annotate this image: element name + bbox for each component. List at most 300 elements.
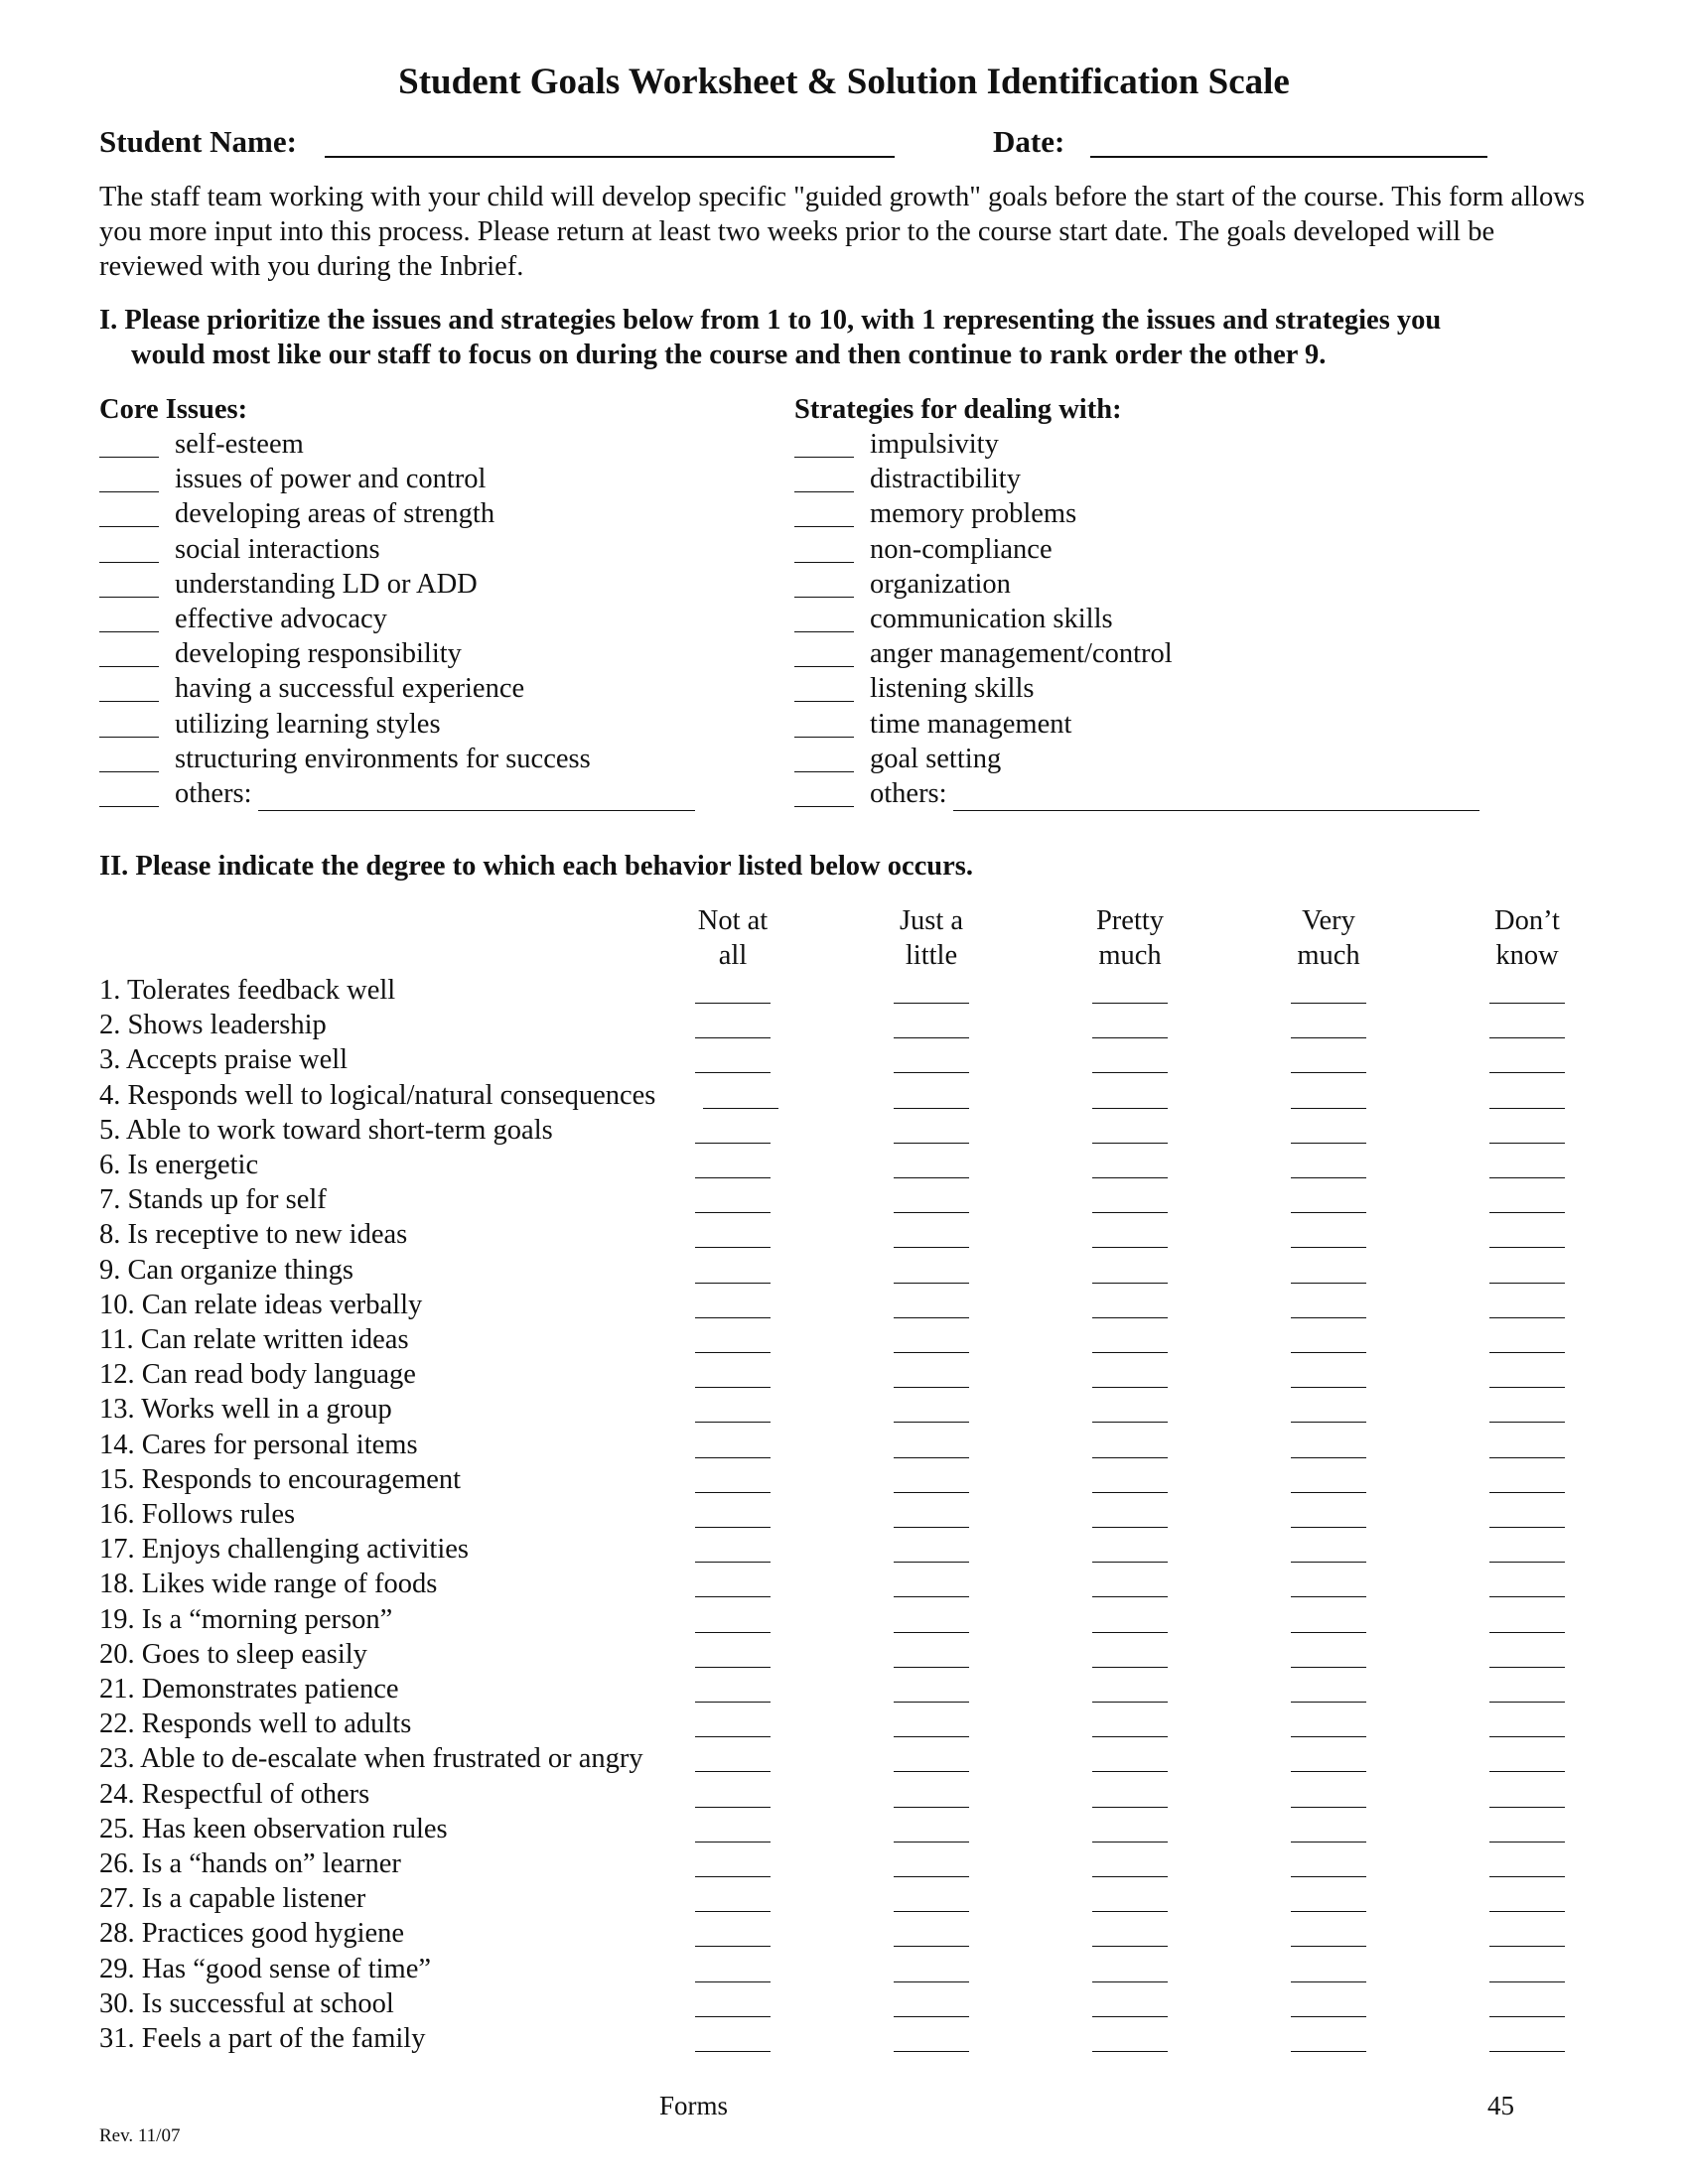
- behavior-label: 8. Is receptive to new ideas: [99, 1219, 408, 1251]
- student-name-label: Student Name:: [99, 124, 297, 159]
- behavior-row: [99, 1008, 1609, 1042]
- rating-blank-3[interactable]: [1092, 1667, 1168, 1668]
- core-issue-rank-input[interactable]: [99, 597, 159, 598]
- rating-blank-4[interactable]: [1291, 1283, 1366, 1284]
- rating-blank-5[interactable]: [1489, 2051, 1565, 2052]
- strategy-label: communication skills: [870, 604, 1113, 634]
- student-name-field[interactable]: [325, 156, 895, 158]
- behavior-label: 4. Responds well to logical/natural consequences: [99, 1079, 656, 1111]
- rating-blank-2[interactable]: [894, 1457, 969, 1458]
- rating-blank-4[interactable]: [1291, 1212, 1366, 1213]
- core-issue-rank-input[interactable]: [99, 526, 159, 527]
- behavior-label: 17. Enjoys challenging activities: [99, 1534, 470, 1566]
- rating-blank-5[interactable]: [1489, 1807, 1565, 1808]
- rating-blank-4[interactable]: [1291, 1422, 1366, 1423]
- behavior-row: [99, 1567, 1609, 1601]
- core-issue-row: [99, 742, 774, 776]
- behavior-row: [99, 1148, 1609, 1182]
- strategy-row: [794, 636, 1470, 671]
- rating-blank-1[interactable]: [695, 1283, 771, 1284]
- rating-blank-1[interactable]: [695, 1457, 771, 1458]
- rating-blank-2[interactable]: [894, 1247, 969, 1248]
- rating-blank-4[interactable]: [1291, 1876, 1366, 1877]
- rating-blank-5[interactable]: [1489, 1596, 1565, 1597]
- rating-blank-1[interactable]: [695, 1632, 771, 1633]
- rating-blank-3[interactable]: [1092, 1177, 1168, 1178]
- rating-blank-2[interactable]: [894, 1771, 969, 1772]
- behavior-label: 14. Cares for personal items: [99, 1429, 418, 1460]
- rating-blank-2[interactable]: [894, 2051, 969, 2052]
- rating-blank-4[interactable]: [1291, 1911, 1366, 1912]
- rating-blank-5[interactable]: [1489, 2016, 1565, 2017]
- rating-blank-1[interactable]: [695, 1562, 771, 1563]
- rating-blank-4[interactable]: [1291, 1771, 1366, 1772]
- rating-blank-5[interactable]: [1489, 1212, 1565, 1213]
- section-1-heading: [99, 303, 1609, 372]
- behavior-label: 7. Stands up for self: [99, 1184, 327, 1216]
- rating-blank-4[interactable]: [1291, 1946, 1366, 1947]
- core-issue-row: [99, 671, 774, 706]
- rating-blank-2[interactable]: [894, 1283, 969, 1284]
- strategy-label: memory problems: [870, 498, 1077, 530]
- rating-blank-2[interactable]: [894, 1876, 969, 1877]
- rating-blank-3[interactable]: [1092, 1981, 1168, 1982]
- rating-blank-1[interactable]: [695, 1247, 771, 1248]
- behavior-row: [99, 1532, 1609, 1567]
- strategy-row: [794, 742, 1470, 776]
- rating-blank-1[interactable]: [695, 1527, 771, 1528]
- rating-blank-4[interactable]: [1291, 1981, 1366, 1982]
- behavior-label: 1. Tolerates feedback well: [99, 975, 396, 1006]
- rating-blank-3[interactable]: [1092, 1212, 1168, 1213]
- rating-blank-3[interactable]: [1092, 1108, 1168, 1109]
- rating-blank-5[interactable]: [1489, 1177, 1565, 1178]
- rating-blank-1[interactable]: [695, 1177, 771, 1178]
- strategy-others-row: [794, 776, 1489, 811]
- behavior-row: [99, 1253, 1609, 1288]
- rating-blank-5[interactable]: [1489, 1317, 1565, 1318]
- rating-blank-3[interactable]: [1092, 1143, 1168, 1144]
- rating-blank-4[interactable]: [1291, 1072, 1366, 1073]
- core-issue-others-field[interactable]: [258, 782, 695, 811]
- rating-blank-5[interactable]: [1489, 1562, 1565, 1563]
- rating-blank-5[interactable]: [1489, 1072, 1565, 1073]
- rating-blank-3[interactable]: [1092, 1422, 1168, 1423]
- strategy-rank-input[interactable]: [794, 457, 854, 458]
- scale-header-line-1: Don’t: [1494, 905, 1560, 936]
- behavior-label: 16. Follows rules: [99, 1499, 296, 1530]
- rating-blank-3[interactable]: [1092, 1842, 1168, 1843]
- scale-header-line-2: little: [905, 940, 958, 971]
- rating-blank-5[interactable]: [1489, 1527, 1565, 1528]
- behavior-label: 28. Practices good hygiene: [99, 1918, 405, 1950]
- rating-blank-4[interactable]: [1291, 1003, 1366, 1004]
- rating-blank-2[interactable]: [894, 1072, 969, 1073]
- rating-blank-5[interactable]: [1489, 1632, 1565, 1633]
- rating-blank-2[interactable]: [894, 1177, 969, 1178]
- behavior-label: 9. Can organize things: [99, 1254, 353, 1286]
- rating-blank-1[interactable]: [695, 1981, 771, 1982]
- rating-blank-1[interactable]: [695, 1387, 771, 1388]
- scale-header-3: [1060, 903, 1199, 973]
- behavior-row: [99, 1706, 1609, 1741]
- core-issue-others-rank-input[interactable]: [99, 806, 159, 807]
- strategy-others-rank-input[interactable]: [794, 806, 854, 807]
- rating-blank-3[interactable]: [1092, 1072, 1168, 1073]
- rating-blank-3[interactable]: [1092, 1457, 1168, 1458]
- footer-label: Forms: [659, 2091, 729, 2120]
- rating-blank-2[interactable]: [894, 1317, 969, 1318]
- core-issue-label: structuring environments for success: [175, 743, 591, 774]
- core-issue-label: self-esteem: [175, 429, 304, 460]
- behavior-label: 31. Feels a part of the family: [99, 2023, 426, 2054]
- strategy-rank-input[interactable]: [794, 737, 854, 738]
- rating-blank-3[interactable]: [1092, 1037, 1168, 1038]
- behavior-row: [99, 1497, 1609, 1532]
- behavior-row: [99, 1462, 1609, 1497]
- rating-blank-5[interactable]: [1489, 1457, 1565, 1458]
- rating-blank-2[interactable]: [894, 1527, 969, 1528]
- rating-blank-5[interactable]: [1489, 1667, 1565, 1668]
- strategy-others: [870, 776, 1479, 811]
- core-issue-row: [99, 567, 774, 602]
- behavior-label: 23. Able to de-escalate when frustrated or angry: [99, 1743, 643, 1775]
- core-issue-label: developing areas of strength: [175, 498, 495, 530]
- behavior-row: [99, 1078, 1609, 1113]
- core-issue-label: effective advocacy: [175, 604, 387, 634]
- scale-header-5: [1458, 903, 1597, 973]
- scale-header-line-1: Just a: [899, 905, 964, 936]
- page-number: 45: [1487, 2091, 1514, 2120]
- strategy-row: [794, 567, 1470, 602]
- scale-header-line-2: much: [1098, 940, 1162, 971]
- core-issue-rank-input[interactable]: [99, 631, 159, 632]
- behavior-label: 25. Has keen observation rules: [99, 1813, 448, 1844]
- page-title: Student Goals Worksheet & Solution Identification Scale: [398, 62, 1290, 102]
- core-issue-others: [175, 776, 695, 811]
- scale-header-line-1: Pretty: [1095, 905, 1165, 936]
- core-issue-row: [99, 462, 774, 496]
- strategy-row: [794, 462, 1470, 496]
- rating-blank-2[interactable]: [894, 1736, 969, 1737]
- behavior-label: 21. Demonstrates patience: [99, 1674, 399, 1705]
- scale-header-line-1: Very: [1302, 905, 1355, 936]
- behavior-label: 11. Can relate written ideas: [99, 1324, 409, 1355]
- strategy-row: [794, 671, 1470, 706]
- core-issue-label: utilizing learning styles: [175, 708, 441, 740]
- strategy-rank-input[interactable]: [794, 771, 854, 772]
- rating-blank-2[interactable]: [894, 1911, 969, 1912]
- rating-blank-5[interactable]: [1489, 1842, 1565, 1843]
- behavior-row: [99, 1392, 1609, 1427]
- rating-blank-1[interactable]: [695, 1807, 771, 1808]
- behavior-label: 18. Likes wide range of foods: [99, 1569, 438, 1600]
- rating-blank-2[interactable]: [894, 1387, 969, 1388]
- rating-blank-3[interactable]: [1092, 1946, 1168, 1947]
- rating-blank-4[interactable]: [1291, 1702, 1366, 1703]
- rating-blank-1[interactable]: [695, 1911, 771, 1912]
- rating-blank-4[interactable]: [1291, 2051, 1366, 2052]
- rating-blank-3[interactable]: [1092, 1527, 1168, 1528]
- rating-blank-1[interactable]: [703, 1108, 778, 1109]
- scale-header-line-2: much: [1297, 940, 1360, 971]
- rating-blank-4[interactable]: [1291, 1037, 1366, 1038]
- rating-blank-4[interactable]: [1291, 1562, 1366, 1563]
- rating-blank-5[interactable]: [1489, 1771, 1565, 1772]
- section-1-line-1: I. Please prioritize the issues and strategies below from 1 to 10, with 1 representing the issues and strategies you: [99, 305, 1442, 336]
- behavior-label: 30. Is successful at school: [99, 1987, 394, 2019]
- rating-blank-3[interactable]: [1092, 1247, 1168, 1248]
- rating-blank-2[interactable]: [894, 1702, 969, 1703]
- behavior-label: 27. Is a capable listener: [99, 1883, 366, 1915]
- behavior-label: 19. Is a “morning person”: [99, 1603, 393, 1635]
- rating-blank-1[interactable]: [695, 1667, 771, 1668]
- core-issue-rank-input[interactable]: [99, 737, 159, 738]
- rating-blank-2[interactable]: [894, 1562, 969, 1563]
- strategy-label: non-compliance: [870, 533, 1053, 565]
- strategy-row: [794, 532, 1470, 567]
- rating-blank-2[interactable]: [894, 1842, 969, 1843]
- behavior-row: [99, 1952, 1609, 1986]
- rating-blank-3[interactable]: [1092, 1771, 1168, 1772]
- rating-blank-3[interactable]: [1092, 1317, 1168, 1318]
- core-issue-rank-input[interactable]: [99, 491, 159, 492]
- rating-blank-5[interactable]: [1489, 1352, 1565, 1353]
- rating-blank-4[interactable]: [1291, 2016, 1366, 2017]
- rating-blank-4[interactable]: [1291, 1457, 1366, 1458]
- behavior-row: [99, 1672, 1609, 1706]
- rating-blank-2[interactable]: [894, 1492, 969, 1493]
- core-issue-rank-input[interactable]: [99, 457, 159, 458]
- section-2-heading: II. Please indicate the degree to which each behavior listed below occurs.: [99, 851, 973, 882]
- behavior-row: [99, 1916, 1609, 1951]
- core-issue-row: [99, 427, 774, 462]
- behavior-row: [99, 1217, 1609, 1252]
- strategy-label: anger management/control: [870, 638, 1173, 670]
- behavior-label: 24. Respectful of others: [99, 1778, 370, 1810]
- rating-blank-5[interactable]: [1489, 1981, 1565, 1982]
- rating-blank-2[interactable]: [894, 1003, 969, 1004]
- rating-blank-1[interactable]: [695, 1946, 771, 1947]
- behavior-label: 5. Able to work toward short-term goals: [99, 1114, 553, 1146]
- core-issue-label: understanding LD or ADD: [175, 568, 478, 600]
- strategy-rank-input[interactable]: [794, 701, 854, 702]
- strategies-title: Strategies for dealing with:: [794, 394, 1122, 425]
- strategy-label: time management: [870, 708, 1072, 740]
- rating-blank-5[interactable]: [1489, 1108, 1565, 1109]
- rating-blank-4[interactable]: [1291, 1842, 1366, 1843]
- rating-blank-5[interactable]: [1489, 1702, 1565, 1703]
- rating-blank-5[interactable]: [1489, 1876, 1565, 1877]
- rating-blank-4[interactable]: [1291, 1527, 1366, 1528]
- rating-blank-1[interactable]: [695, 1212, 771, 1213]
- rating-blank-1[interactable]: [695, 1037, 771, 1038]
- rating-blank-3[interactable]: [1092, 1807, 1168, 1808]
- strategy-label: distractibility: [870, 464, 1021, 495]
- rating-blank-2[interactable]: [894, 1632, 969, 1633]
- core-issue-rank-input[interactable]: [99, 771, 159, 772]
- rating-blank-5[interactable]: [1489, 1283, 1565, 1284]
- behavior-row: [99, 1288, 1609, 1322]
- rating-blank-2[interactable]: [894, 1807, 969, 1808]
- rating-blank-2[interactable]: [894, 1946, 969, 1947]
- strategy-rank-input[interactable]: [794, 526, 854, 527]
- rating-blank-3[interactable]: [1092, 1387, 1168, 1388]
- core-issue-others-label: others:: [175, 778, 252, 809]
- core-issues-title: Core Issues:: [99, 394, 248, 425]
- rating-blank-1[interactable]: [695, 2016, 771, 2017]
- core-issue-rank-input[interactable]: [99, 562, 159, 563]
- core-issue-others-row: [99, 776, 794, 811]
- rating-blank-5[interactable]: [1489, 1247, 1565, 1248]
- rating-blank-3[interactable]: [1092, 1352, 1168, 1353]
- behavior-row: [99, 973, 1609, 1008]
- behavior-label: 29. Has “good sense of time”: [99, 1953, 431, 1984]
- rating-blank-4[interactable]: [1291, 1596, 1366, 1597]
- date-field[interactable]: [1090, 156, 1487, 158]
- core-issue-rank-input[interactable]: [99, 701, 159, 702]
- rating-blank-1[interactable]: [695, 1842, 771, 1843]
- rating-blank-2[interactable]: [894, 1667, 969, 1668]
- behavior-row: [99, 1357, 1609, 1392]
- core-issue-row: [99, 602, 774, 636]
- rating-blank-4[interactable]: [1291, 1352, 1366, 1353]
- rating-blank-5[interactable]: [1489, 1492, 1565, 1493]
- behavior-row: [99, 1812, 1609, 1846]
- strategy-others-field[interactable]: [953, 782, 1479, 811]
- rating-blank-2[interactable]: [894, 1037, 969, 1038]
- strategy-row: [794, 427, 1470, 462]
- rating-blank-4[interactable]: [1291, 1108, 1366, 1109]
- rating-blank-1[interactable]: [695, 1492, 771, 1493]
- rating-blank-4[interactable]: [1291, 1143, 1366, 1144]
- behavior-label: 10. Can relate ideas verbally: [99, 1289, 423, 1320]
- rating-blank-1[interactable]: [695, 1736, 771, 1737]
- rating-blank-3[interactable]: [1092, 1492, 1168, 1493]
- rating-blank-4[interactable]: [1291, 1736, 1366, 1737]
- rating-blank-3[interactable]: [1092, 1911, 1168, 1912]
- rating-blank-4[interactable]: [1291, 1387, 1366, 1388]
- rating-blank-2[interactable]: [894, 1981, 969, 1982]
- rating-blank-1[interactable]: [695, 1771, 771, 1772]
- rating-blank-4[interactable]: [1291, 1177, 1366, 1178]
- behavior-row: [99, 1042, 1609, 1077]
- rating-blank-4[interactable]: [1291, 1247, 1366, 1248]
- rating-blank-5[interactable]: [1489, 1422, 1565, 1423]
- section-1-line-2: would most like our staff to focus on during the course and then continue to rank order the other 9.: [131, 340, 1327, 370]
- strategy-rank-input[interactable]: [794, 562, 854, 563]
- core-issue-row: [99, 496, 774, 531]
- rating-blank-5[interactable]: [1489, 1037, 1565, 1038]
- core-issue-row: [99, 707, 774, 742]
- behavior-row: [99, 1881, 1609, 1916]
- scale-header-line-2: all: [718, 940, 748, 971]
- rating-blank-5[interactable]: [1489, 1736, 1565, 1737]
- rating-blank-1[interactable]: [695, 1422, 771, 1423]
- scale-header-line-1: Not at: [697, 905, 769, 936]
- scale-header-4: [1259, 903, 1398, 973]
- rating-blank-2[interactable]: [894, 1422, 969, 1423]
- rating-blank-1[interactable]: [695, 1702, 771, 1703]
- core-issue-rank-input[interactable]: [99, 666, 159, 667]
- behavior-row: [99, 1428, 1609, 1462]
- rating-blank-2[interactable]: [894, 1212, 969, 1213]
- behavior-label: 22. Responds well to adults: [99, 1708, 412, 1740]
- rating-blank-5[interactable]: [1489, 1946, 1565, 1947]
- rating-blank-4[interactable]: [1291, 1492, 1366, 1493]
- strategy-rank-input[interactable]: [794, 631, 854, 632]
- rating-blank-4[interactable]: [1291, 1317, 1366, 1318]
- rating-blank-2[interactable]: [894, 2016, 969, 2017]
- rating-blank-3[interactable]: [1092, 1562, 1168, 1563]
- strategy-label: impulsivity: [870, 429, 999, 460]
- behavior-label: 12. Can read body language: [99, 1359, 416, 1391]
- behavior-row: [99, 1846, 1609, 1881]
- rating-blank-3[interactable]: [1092, 1736, 1168, 1737]
- strategy-rank-input[interactable]: [794, 666, 854, 667]
- rating-blank-1[interactable]: [695, 1596, 771, 1597]
- rating-blank-3[interactable]: [1092, 1876, 1168, 1877]
- rating-blank-1[interactable]: [695, 1143, 771, 1144]
- rating-blank-3[interactable]: [1092, 1283, 1168, 1284]
- rating-blank-1[interactable]: [695, 1876, 771, 1877]
- behavior-row: [99, 1741, 1609, 1776]
- rating-blank-3[interactable]: [1092, 1702, 1168, 1703]
- strategy-others-label: others:: [870, 778, 947, 809]
- behavior-row: [99, 1182, 1609, 1217]
- rating-blank-1[interactable]: [695, 1352, 771, 1353]
- rating-blank-4[interactable]: [1291, 1807, 1366, 1808]
- behavior-label: 6. Is energetic: [99, 1150, 259, 1180]
- rating-blank-4[interactable]: [1291, 1632, 1366, 1633]
- behavior-row: [99, 2021, 1609, 2056]
- rating-blank-3[interactable]: [1092, 1003, 1168, 1004]
- rating-blank-1[interactable]: [695, 1003, 771, 1004]
- rating-blank-5[interactable]: [1489, 1003, 1565, 1004]
- strategy-label: goal setting: [870, 743, 1002, 774]
- rating-blank-2[interactable]: [894, 1108, 969, 1109]
- behavior-label: 2. Shows leadership: [99, 1010, 327, 1041]
- behavior-label: 13. Works well in a group: [99, 1394, 392, 1426]
- rating-blank-4[interactable]: [1291, 1667, 1366, 1668]
- rating-blank-5[interactable]: [1489, 1143, 1565, 1144]
- strategy-rank-input[interactable]: [794, 597, 854, 598]
- strategy-row: [794, 496, 1470, 531]
- strategy-rank-input[interactable]: [794, 491, 854, 492]
- core-issue-row: [99, 532, 774, 567]
- revision-label: Rev. 11/07: [99, 2125, 181, 2146]
- rating-blank-5[interactable]: [1489, 1387, 1565, 1388]
- rating-blank-1[interactable]: [695, 1317, 771, 1318]
- core-issue-label: having a successful experience: [175, 673, 525, 705]
- rating-blank-3[interactable]: [1092, 1596, 1168, 1597]
- rating-blank-1[interactable]: [695, 2051, 771, 2052]
- core-issue-label: social interactions: [175, 533, 380, 565]
- rating-blank-3[interactable]: [1092, 2016, 1168, 2017]
- rating-blank-1[interactable]: [695, 1072, 771, 1073]
- behavior-row: [99, 1986, 1609, 2021]
- rating-blank-3[interactable]: [1092, 1632, 1168, 1633]
- rating-blank-2[interactable]: [894, 1143, 969, 1144]
- strategy-row: [794, 707, 1470, 742]
- rating-blank-2[interactable]: [894, 1596, 969, 1597]
- rating-blank-5[interactable]: [1489, 1911, 1565, 1912]
- behavior-label: 15. Responds to encouragement: [99, 1463, 462, 1495]
- rating-blank-3[interactable]: [1092, 2051, 1168, 2052]
- rating-blank-2[interactable]: [894, 1352, 969, 1353]
- behavior-label: 20. Goes to sleep easily: [99, 1638, 367, 1670]
- behavior-row: [99, 1322, 1609, 1357]
